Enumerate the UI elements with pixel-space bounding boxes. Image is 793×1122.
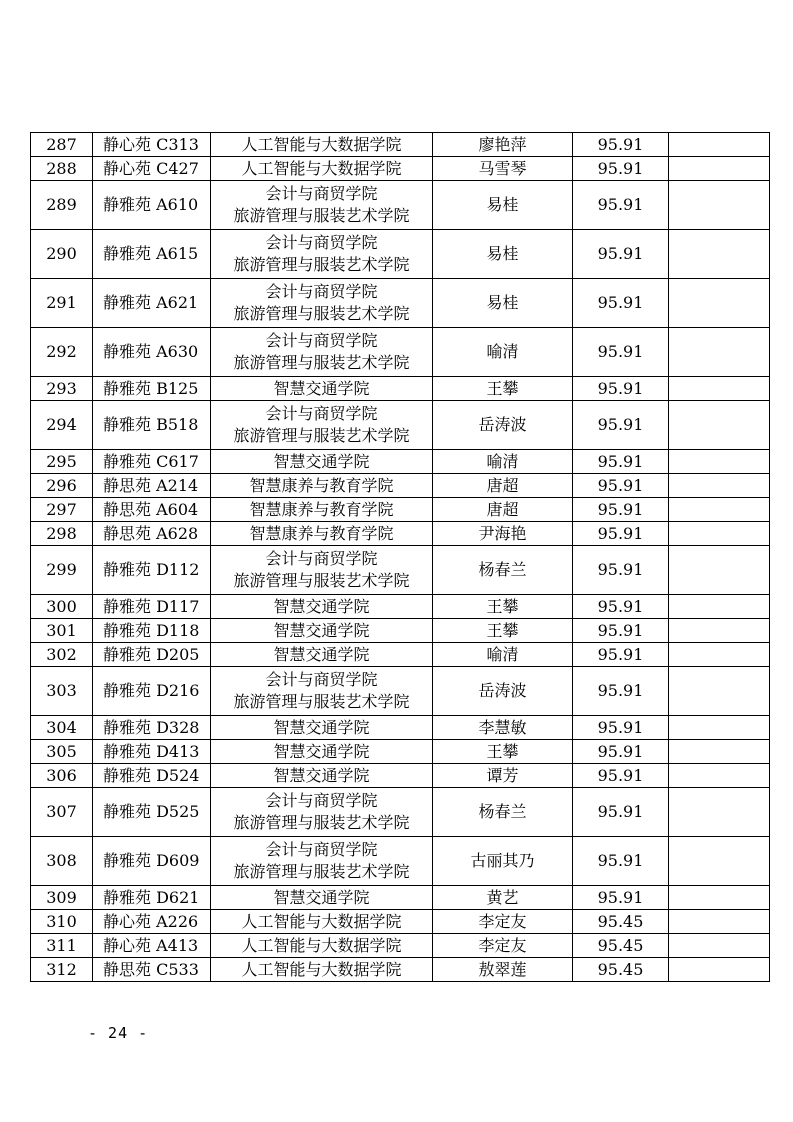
name-cell: 杨春兰 bbox=[433, 788, 573, 837]
table-row bbox=[31, 958, 770, 982]
name-cell: 喻清 bbox=[433, 328, 573, 377]
row-number-cell: 312 bbox=[31, 958, 93, 982]
dorm-cell: 静思苑 A214 bbox=[93, 474, 211, 498]
note-cell bbox=[669, 667, 770, 716]
name-cell: 岳涛波 bbox=[433, 667, 573, 716]
college-cell bbox=[211, 522, 433, 546]
row-number-cell: 302 bbox=[31, 643, 93, 667]
college-cell bbox=[211, 157, 433, 181]
name-cell: 易桂 bbox=[433, 181, 573, 230]
table-row bbox=[31, 716, 770, 740]
score-cell: 95.91 bbox=[573, 474, 669, 498]
college-cell bbox=[211, 764, 433, 788]
score-cell: 95.91 bbox=[573, 788, 669, 837]
dorm-cell: 静雅苑 D205 bbox=[93, 643, 211, 667]
name-cell: 马雪琴 bbox=[433, 157, 573, 181]
note-cell bbox=[669, 181, 770, 230]
name-cell: 敖翠莲 bbox=[433, 958, 573, 982]
row-number-cell: 294 bbox=[31, 401, 93, 450]
note-cell bbox=[669, 764, 770, 788]
college-cell bbox=[211, 546, 433, 595]
score-cell: 95.91 bbox=[573, 377, 669, 401]
row-number-cell: 291 bbox=[31, 279, 93, 328]
name-cell: 古丽其乃 bbox=[433, 837, 573, 886]
college-line: 智慧康养与教育学院 bbox=[249, 523, 394, 543]
college-line: 人工智能与大数据学院 bbox=[241, 911, 402, 931]
college-line: 智慧交通学院 bbox=[273, 765, 370, 785]
college-line: 会计与商贸学院 bbox=[265, 331, 378, 350]
score-cell: 95.91 bbox=[573, 619, 669, 643]
college-line: 智慧交通学院 bbox=[273, 596, 370, 616]
note-cell bbox=[669, 133, 770, 157]
score-cell: 95.91 bbox=[573, 667, 669, 716]
college-cell bbox=[211, 401, 433, 450]
score-cell: 95.91 bbox=[573, 595, 669, 619]
table-row bbox=[31, 886, 770, 910]
college-cell bbox=[211, 934, 433, 958]
table-row bbox=[31, 181, 770, 230]
name-cell: 易桂 bbox=[433, 230, 573, 279]
dorm-cell: 静雅苑 D112 bbox=[93, 546, 211, 595]
score-cell: 95.91 bbox=[573, 450, 669, 474]
dorm-cell: 静思苑 A628 bbox=[93, 522, 211, 546]
college-line: 旅游管理与服装艺术学院 bbox=[233, 426, 410, 445]
college-line: 智慧康养与教育学院 bbox=[249, 475, 394, 495]
name-cell: 唐超 bbox=[433, 474, 573, 498]
college-cell bbox=[211, 619, 433, 643]
score-cell: 95.91 bbox=[573, 522, 669, 546]
college-line: 会计与商贸学院 bbox=[265, 670, 378, 689]
note-cell bbox=[669, 716, 770, 740]
college-cell bbox=[211, 886, 433, 910]
name-cell: 谭芳 bbox=[433, 764, 573, 788]
name-cell: 李慧敏 bbox=[433, 716, 573, 740]
table-row bbox=[31, 230, 770, 279]
dorm-cell: 静雅苑 D117 bbox=[93, 595, 211, 619]
row-number-cell: 306 bbox=[31, 764, 93, 788]
table-row bbox=[31, 910, 770, 934]
college-cell bbox=[211, 181, 433, 230]
dorm-cell: 静雅苑 D609 bbox=[93, 837, 211, 886]
college-cell bbox=[211, 595, 433, 619]
college-cell bbox=[211, 377, 433, 401]
name-cell: 李定友 bbox=[433, 910, 573, 934]
table-row bbox=[31, 328, 770, 377]
dorm-cell: 静雅苑 C617 bbox=[93, 450, 211, 474]
college-line: 旅游管理与服装艺术学院 bbox=[233, 571, 410, 590]
college-line: 智慧交通学院 bbox=[273, 644, 370, 664]
table-row bbox=[31, 764, 770, 788]
row-number-cell: 299 bbox=[31, 546, 93, 595]
table-row bbox=[31, 595, 770, 619]
page-number: - 24 - bbox=[88, 1024, 149, 1042]
note-cell bbox=[669, 958, 770, 982]
score-cell: 95.91 bbox=[573, 716, 669, 740]
note-cell bbox=[669, 837, 770, 886]
row-number-cell: 290 bbox=[31, 230, 93, 279]
college-cell bbox=[211, 328, 433, 377]
name-cell: 王攀 bbox=[433, 377, 573, 401]
row-number-cell: 295 bbox=[31, 450, 93, 474]
college-cell bbox=[211, 450, 433, 474]
table-row bbox=[31, 546, 770, 595]
dorm-cell: 静雅苑 A630 bbox=[93, 328, 211, 377]
score-cell: 95.91 bbox=[573, 546, 669, 595]
college-line: 智慧交通学院 bbox=[273, 378, 370, 398]
row-number-cell: 309 bbox=[31, 886, 93, 910]
college-line: 人工智能与大数据学院 bbox=[241, 935, 402, 955]
score-cell: 95.91 bbox=[573, 328, 669, 377]
row-number-cell: 300 bbox=[31, 595, 93, 619]
college-cell bbox=[211, 667, 433, 716]
score-cell: 95.91 bbox=[573, 764, 669, 788]
row-number-cell: 311 bbox=[31, 934, 93, 958]
college-line: 旅游管理与服装艺术学院 bbox=[233, 255, 410, 274]
dorm-cell: 静雅苑 A610 bbox=[93, 181, 211, 230]
dorm-cell: 静雅苑 B125 bbox=[93, 377, 211, 401]
row-number-cell: 301 bbox=[31, 619, 93, 643]
college-line: 会计与商贸学院 bbox=[265, 233, 378, 252]
college-line: 旅游管理与服装艺术学院 bbox=[233, 813, 410, 832]
dorm-cell: 静雅苑 D118 bbox=[93, 619, 211, 643]
score-cell: 95.45 bbox=[573, 910, 669, 934]
college-line: 智慧交通学院 bbox=[273, 741, 370, 761]
college-cell bbox=[211, 230, 433, 279]
dorm-cell: 静雅苑 B518 bbox=[93, 401, 211, 450]
note-cell bbox=[669, 279, 770, 328]
note-cell bbox=[669, 886, 770, 910]
score-cell: 95.91 bbox=[573, 740, 669, 764]
note-cell bbox=[669, 595, 770, 619]
note-cell bbox=[669, 474, 770, 498]
row-number-cell: 292 bbox=[31, 328, 93, 377]
college-line: 智慧交通学院 bbox=[273, 451, 370, 471]
college-cell bbox=[211, 837, 433, 886]
name-cell: 王攀 bbox=[433, 619, 573, 643]
note-cell bbox=[669, 740, 770, 764]
name-cell: 喻清 bbox=[433, 643, 573, 667]
dorm-cell: 静雅苑 D621 bbox=[93, 886, 211, 910]
college-cell bbox=[211, 788, 433, 837]
college-cell bbox=[211, 133, 433, 157]
table-row bbox=[31, 643, 770, 667]
college-line: 旅游管理与服装艺术学院 bbox=[233, 206, 410, 225]
score-cell: 95.91 bbox=[573, 230, 669, 279]
dorm-cell: 静雅苑 D216 bbox=[93, 667, 211, 716]
dorm-cell: 静心苑 C427 bbox=[93, 157, 211, 181]
row-number-cell: 298 bbox=[31, 522, 93, 546]
table-row bbox=[31, 619, 770, 643]
table-row bbox=[31, 934, 770, 958]
college-cell bbox=[211, 643, 433, 667]
table-row bbox=[31, 837, 770, 886]
dorm-cell: 静雅苑 D413 bbox=[93, 740, 211, 764]
table-row bbox=[31, 498, 770, 522]
dorm-cell: 静心苑 A226 bbox=[93, 910, 211, 934]
score-cell: 95.91 bbox=[573, 181, 669, 230]
row-number-cell: 293 bbox=[31, 377, 93, 401]
row-number-cell: 296 bbox=[31, 474, 93, 498]
note-cell bbox=[669, 157, 770, 181]
college-cell bbox=[211, 958, 433, 982]
college-line: 会计与商贸学院 bbox=[265, 184, 378, 203]
college-line: 智慧康养与教育学院 bbox=[249, 499, 394, 519]
college-line: 旅游管理与服装艺术学院 bbox=[233, 353, 410, 372]
table-row bbox=[31, 522, 770, 546]
college-line: 人工智能与大数据学院 bbox=[241, 959, 402, 979]
note-cell bbox=[669, 619, 770, 643]
college-line: 会计与商贸学院 bbox=[265, 549, 378, 568]
dorm-cell: 静心苑 C313 bbox=[93, 133, 211, 157]
name-cell: 唐超 bbox=[433, 498, 573, 522]
college-cell bbox=[211, 910, 433, 934]
score-cell: 95.91 bbox=[573, 401, 669, 450]
dorm-cell: 静雅苑 A615 bbox=[93, 230, 211, 279]
table-row bbox=[31, 667, 770, 716]
note-cell bbox=[669, 546, 770, 595]
note-cell bbox=[669, 910, 770, 934]
note-cell bbox=[669, 450, 770, 474]
college-cell bbox=[211, 279, 433, 328]
row-number-cell: 303 bbox=[31, 667, 93, 716]
note-cell bbox=[669, 401, 770, 450]
college-line: 智慧交通学院 bbox=[273, 620, 370, 640]
table-body bbox=[31, 133, 770, 982]
college-line: 会计与商贸学院 bbox=[265, 791, 378, 810]
table-row bbox=[31, 401, 770, 450]
college-cell bbox=[211, 740, 433, 764]
score-cell: 95.91 bbox=[573, 498, 669, 522]
name-cell: 尹海艳 bbox=[433, 522, 573, 546]
row-number-cell: 297 bbox=[31, 498, 93, 522]
dorm-cell: 静心苑 A413 bbox=[93, 934, 211, 958]
dorm-cell: 静雅苑 D328 bbox=[93, 716, 211, 740]
row-number-cell: 289 bbox=[31, 181, 93, 230]
dorm-cell: 静思苑 A604 bbox=[93, 498, 211, 522]
name-cell: 廖艳萍 bbox=[433, 133, 573, 157]
dorm-cell: 静雅苑 A621 bbox=[93, 279, 211, 328]
row-number-cell: 304 bbox=[31, 716, 93, 740]
note-cell bbox=[669, 788, 770, 837]
college-cell bbox=[211, 716, 433, 740]
college-line: 智慧交通学院 bbox=[273, 887, 370, 907]
row-number-cell: 287 bbox=[31, 133, 93, 157]
dorm-cell: 静雅苑 D525 bbox=[93, 788, 211, 837]
score-cell: 95.45 bbox=[573, 934, 669, 958]
table-row bbox=[31, 133, 770, 157]
row-number-cell: 305 bbox=[31, 740, 93, 764]
dorm-cell: 静思苑 C533 bbox=[93, 958, 211, 982]
score-cell: 95.91 bbox=[573, 886, 669, 910]
score-cell: 95.91 bbox=[573, 133, 669, 157]
college-line: 人工智能与大数据学院 bbox=[241, 134, 402, 154]
table-row bbox=[31, 377, 770, 401]
note-cell bbox=[669, 498, 770, 522]
table-row bbox=[31, 474, 770, 498]
college-cell bbox=[211, 474, 433, 498]
name-cell: 黄艺 bbox=[433, 886, 573, 910]
row-number-cell: 288 bbox=[31, 157, 93, 181]
college-line: 会计与商贸学院 bbox=[265, 282, 378, 301]
table-row bbox=[31, 279, 770, 328]
dorm-cell: 静雅苑 D524 bbox=[93, 764, 211, 788]
row-number-cell: 308 bbox=[31, 837, 93, 886]
ranking-table bbox=[30, 132, 770, 982]
name-cell: 岳涛波 bbox=[433, 401, 573, 450]
note-cell bbox=[669, 230, 770, 279]
score-cell: 95.91 bbox=[573, 157, 669, 181]
row-number-cell: 310 bbox=[31, 910, 93, 934]
name-cell: 王攀 bbox=[433, 740, 573, 764]
college-line: 智慧交通学院 bbox=[273, 717, 370, 737]
college-line: 旅游管理与服装艺术学院 bbox=[233, 304, 410, 323]
college-line: 会计与商贸学院 bbox=[265, 404, 378, 423]
note-cell bbox=[669, 377, 770, 401]
college-line: 旅游管理与服装艺术学院 bbox=[233, 862, 410, 881]
table-row bbox=[31, 450, 770, 474]
score-cell: 95.45 bbox=[573, 958, 669, 982]
score-cell: 95.91 bbox=[573, 837, 669, 886]
score-cell: 95.91 bbox=[573, 279, 669, 328]
table-row bbox=[31, 157, 770, 181]
name-cell: 喻清 bbox=[433, 450, 573, 474]
name-cell: 易桂 bbox=[433, 279, 573, 328]
college-line: 旅游管理与服装艺术学院 bbox=[233, 692, 410, 711]
college-line: 会计与商贸学院 bbox=[265, 840, 378, 859]
college-line: 人工智能与大数据学院 bbox=[241, 158, 402, 178]
note-cell bbox=[669, 328, 770, 377]
note-cell bbox=[669, 643, 770, 667]
name-cell: 王攀 bbox=[433, 595, 573, 619]
score-cell: 95.91 bbox=[573, 643, 669, 667]
name-cell: 杨春兰 bbox=[433, 546, 573, 595]
table-row bbox=[31, 788, 770, 837]
note-cell bbox=[669, 522, 770, 546]
note-cell bbox=[669, 934, 770, 958]
row-number-cell: 307 bbox=[31, 788, 93, 837]
table-row bbox=[31, 740, 770, 764]
college-cell bbox=[211, 498, 433, 522]
name-cell: 李定友 bbox=[433, 934, 573, 958]
